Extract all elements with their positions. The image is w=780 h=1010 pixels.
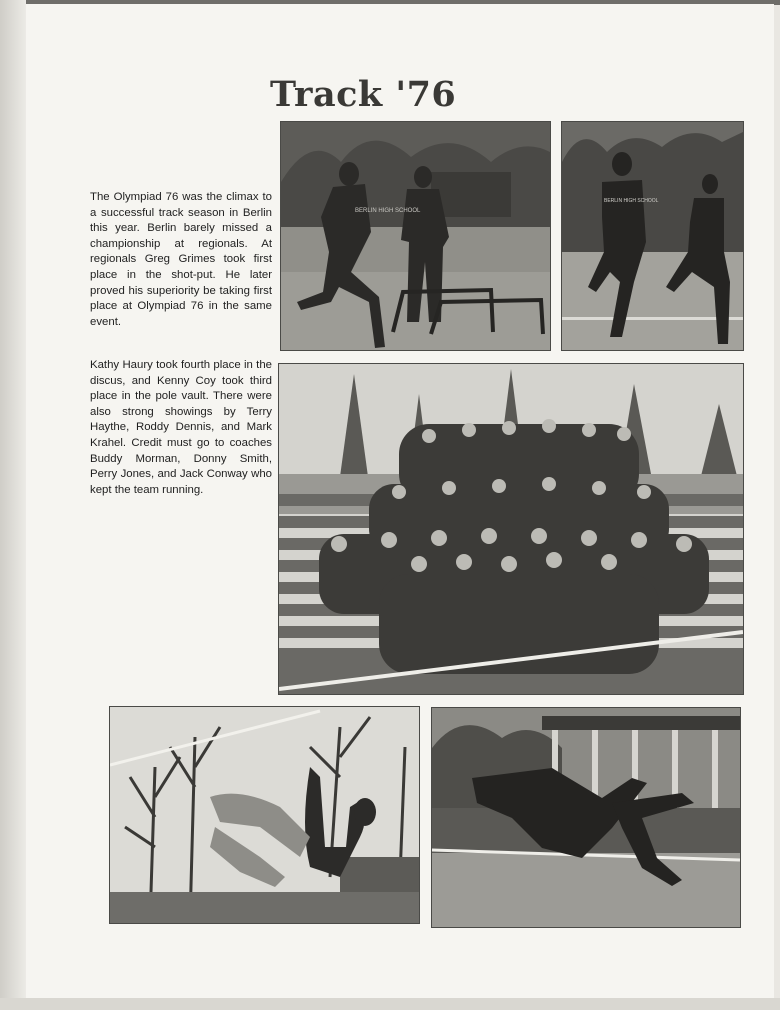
credits-paragraph: Kathy Haury took fourth place in the discus, and Kenny Coy took third place in the pole vault. There were also strong showings by Terry Haythe, Roddy Dennis, and Mark Krahel. Credit must go to coaches Buddy Morman, Donny Smith, Perry Jones, and Jack Conway who kept the team running. [90, 359, 272, 496]
photo-long-jump [431, 707, 741, 928]
intro-paragraph: The Olympiad 76 was the climax to a successful track season in Berlin this year. Berlin barely missed a championship at regionals. At regionals Greg Grimes took first place in the shot-put. He later proved his superiority be taking first place at Olympiad 76 in the same event. [90, 191, 272, 328]
jersey-text: BERLIN HIGH SCHOOL [355, 208, 421, 214]
page-title: Track '76 [270, 74, 457, 115]
jersey-text-runner: BERLIN HIGH SCHOOL [604, 198, 659, 204]
photo-high-jump [109, 706, 420, 924]
photo-hurdler-and-coach [280, 121, 551, 351]
page-edge-left [0, 0, 26, 1010]
page-edge-bottom [0, 998, 780, 1010]
photo-two-runners [561, 121, 744, 351]
photo-track-team [278, 363, 744, 695]
